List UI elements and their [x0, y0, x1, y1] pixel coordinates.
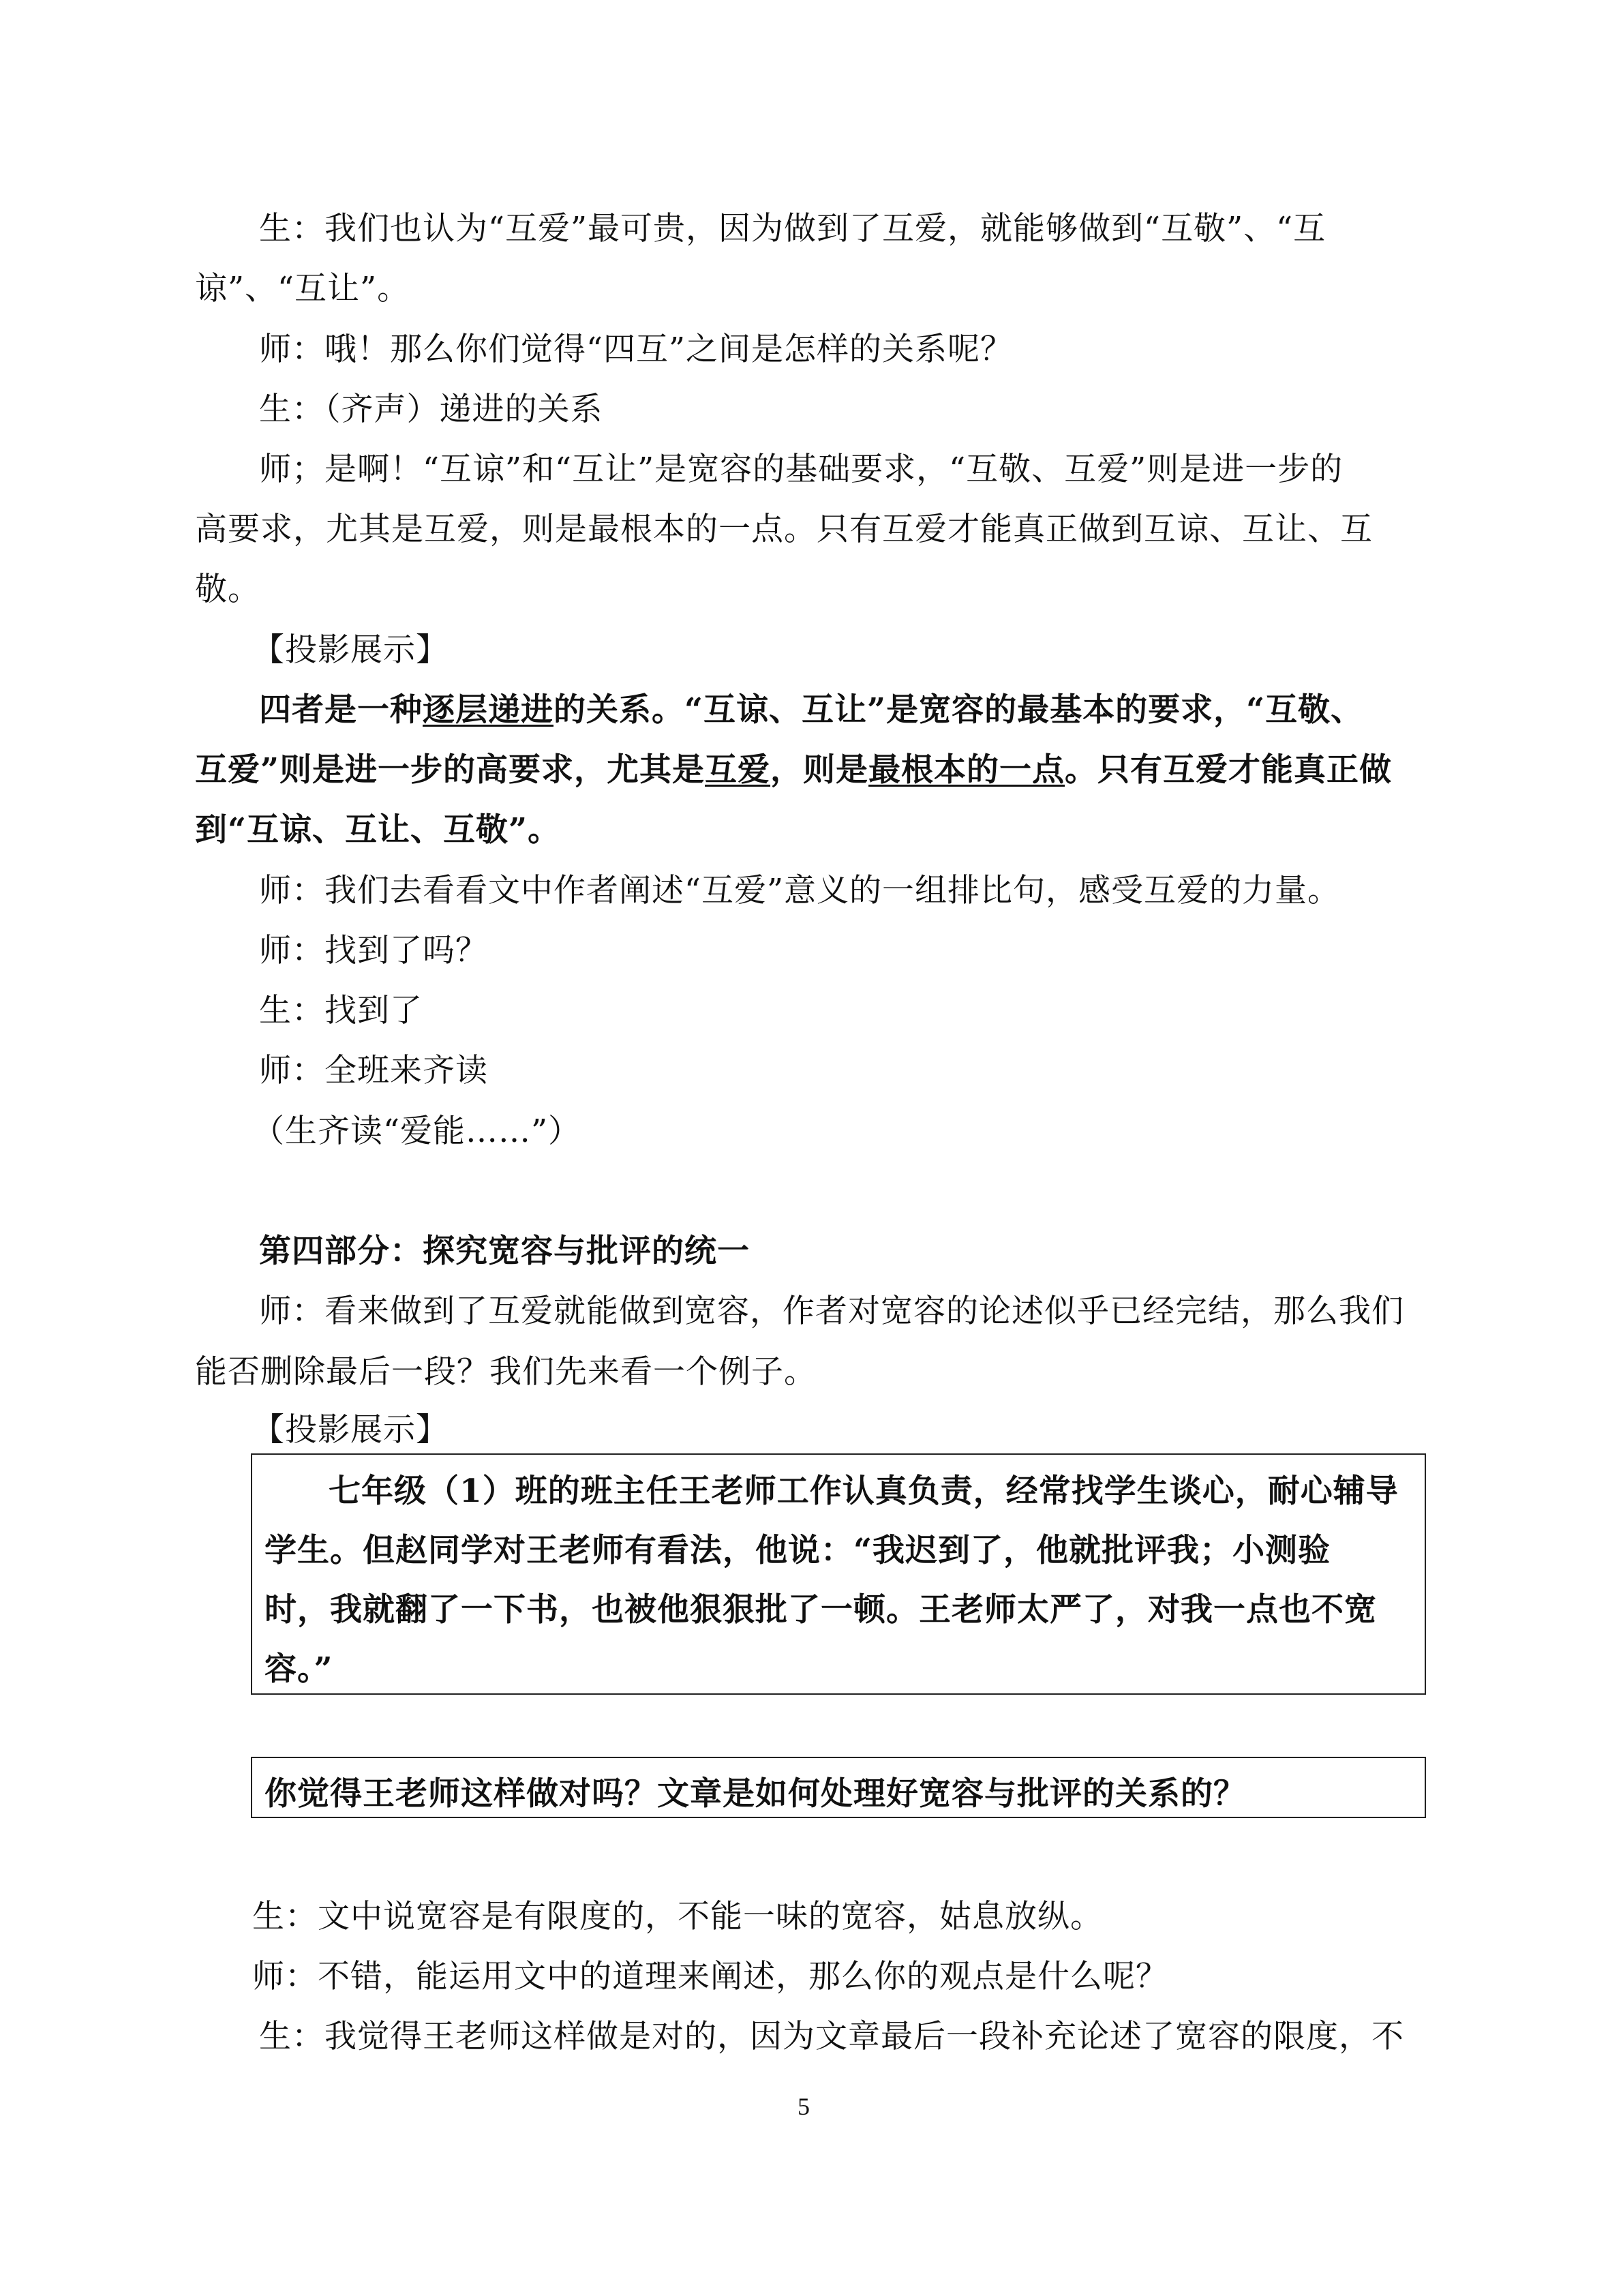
projection-text: ，则是 — [770, 751, 869, 789]
projection-text: 的关系。“互谅、互让”是宽容的最基本的要求，“互敬、 — [553, 691, 1364, 729]
dialogue-line: 生：（齐声）递进的关系 — [259, 391, 603, 428]
dialogue-line: 师：哦！那么你们觉得“四互”之间是怎样的关系呢？ — [259, 331, 1014, 368]
dialogue-line: 生：我们也认为“互爱”最可贵，因为做到了互爱，就能够做到“互敬”、“互 — [259, 210, 1326, 247]
dialogue-line: 师：不错，能运用文中的道理来阐述，那么你的观点是什么呢？ — [252, 1958, 1168, 1995]
section-heading: 第四部分：探究宽容与批评的统一 — [259, 1233, 750, 1270]
question-text: 你觉得王老师这样做对吗？文章是如何处理好宽容与批评的关系的？ — [264, 1775, 1246, 1813]
page-number: 5 — [798, 2093, 810, 2120]
dialogue-line: （生齐读“爱能……”） — [252, 1113, 581, 1150]
dialogue-line: 能否删除最后一段？我们先来看一个例子。 — [195, 1353, 817, 1391]
dialogue-line: 师；是啊！“互谅”和“互让”是宽容的基础要求，“互敬、互爱”则是进一步的 — [259, 451, 1344, 488]
case-text-line: 学生。但赵同学对王老师有看法，他说：“我迟到了，他就批评我；小测验 — [264, 1532, 1331, 1569]
projection-label: 【投影展示】 — [252, 1411, 449, 1449]
dialogue-line: 师：全班来齐读 — [259, 1052, 488, 1089]
dialogue-line: 高要求，尤其是互爱，则是最根本的一点。只有互爱才能真正做到互谅、互让、互 — [195, 511, 1373, 548]
dialogue-line: 谅”、“互让”。 — [195, 270, 410, 307]
case-text-line: 时，我就翻了一下书，也被他狠狠批了一顿。王老师太严了，对我一点也不宽 — [264, 1591, 1377, 1629]
dialogue-line: 师：找到了吗？ — [259, 932, 488, 969]
dialogue-line: 师：我们去看看文中作者阐述“互爱”意义的一组排比句，感受互爱的力量。 — [259, 872, 1341, 909]
projection-text-line — [195, 750, 1392, 791]
underlined-key-phrase: 互爱 — [705, 751, 771, 789]
projection-label: 【投影展示】 — [252, 631, 449, 669]
projection-text-line: 到“互谅、互让、互敬”。 — [195, 811, 561, 849]
dialogue-line: 生：我觉得王老师这样做是对的，因为文章最后一段补充论述了宽容的限度，不 — [259, 2018, 1404, 2055]
dialogue-line: 生：文中说宽容是有限度的，不能一味的宽容，姑息放纵。 — [252, 1898, 1103, 1935]
projection-text: 。只有互爱才能真正做 — [1065, 751, 1393, 789]
underlined-key-phrase: 逐层递进 — [423, 691, 553, 729]
dialogue-line: 生：找到了 — [259, 992, 423, 1029]
underlined-key-phrase: 最根本的一点 — [868, 751, 1065, 789]
dialogue-line: 敬。 — [195, 571, 260, 608]
case-text-line: 容。” — [264, 1650, 333, 1688]
projection-text: 互爱”则是进一步的高要求，尤其是 — [195, 751, 706, 789]
projection-text: 四者是一种 — [259, 691, 423, 729]
case-text-line: 七年级（1）班的班主任王老师工作认真负责，经常找学生谈心，耐心辅导 — [329, 1472, 1399, 1510]
projection-text-line — [259, 690, 1363, 731]
dialogue-line: 师：看来做到了互爱就能做到宽容，作者对宽容的论述似乎已经完结，那么我们 — [259, 1293, 1404, 1330]
